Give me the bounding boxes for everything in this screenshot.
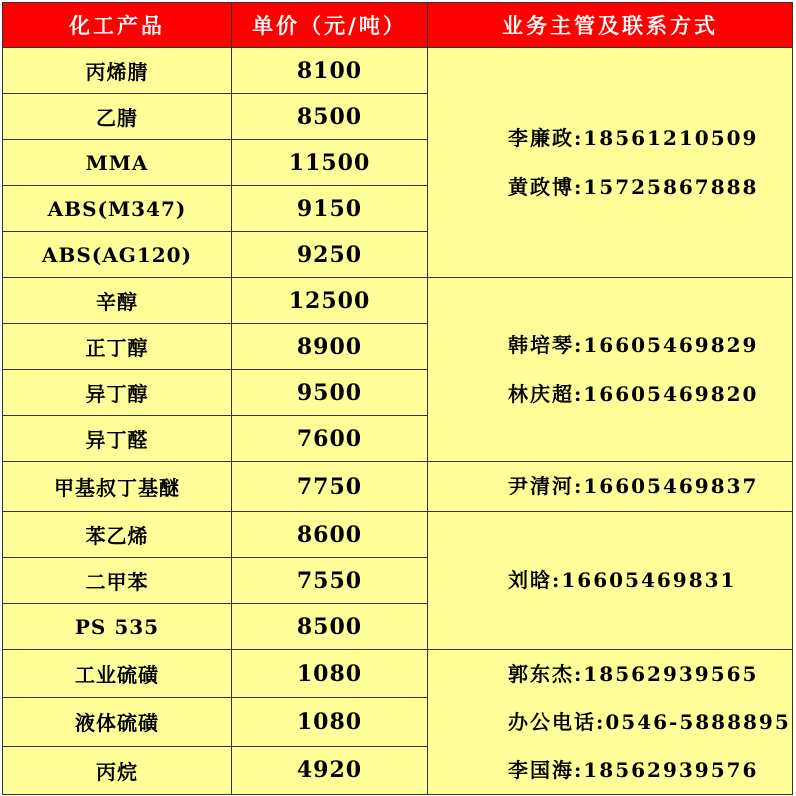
header-contact: 业务主管及联系方式	[428, 3, 793, 48]
product-name: 异丁醇	[3, 370, 232, 416]
unit-price: 8100	[232, 48, 428, 94]
product-name: 丙烷	[3, 746, 232, 794]
table-row	[3, 650, 793, 698]
unit-price: 1080	[232, 650, 428, 698]
table-row	[3, 512, 793, 558]
contact-entry: 李廉政:18561210509	[508, 125, 759, 150]
header-price: 单价（元/吨）	[232, 3, 428, 48]
product-name: ABS(M347)	[3, 186, 232, 232]
product-name: 辛醇	[3, 278, 232, 324]
table-row	[3, 278, 793, 324]
contact-cell	[428, 462, 793, 512]
contact-entry: 李国海:18562939576	[508, 758, 759, 782]
unit-price: 8500	[232, 94, 428, 140]
unit-price: 11500	[232, 140, 428, 186]
contact-cell	[428, 512, 793, 650]
product-name: 工业硫磺	[3, 650, 232, 698]
unit-price: 8900	[232, 324, 428, 370]
contact-entry: 郭东杰:18562939565	[508, 662, 759, 686]
product-name: 二甲苯	[3, 558, 232, 604]
unit-price: 12500	[232, 278, 428, 324]
unit-price: 9500	[232, 370, 428, 416]
unit-price: 8600	[232, 512, 428, 558]
unit-price: 1080	[232, 698, 428, 746]
product-name: 乙腈	[3, 94, 232, 140]
unit-price: 7600	[232, 416, 428, 462]
contact-entry: 林庆超:16605469820	[508, 381, 759, 406]
contact-cell	[428, 48, 793, 278]
table-row	[3, 48, 793, 94]
contact-cell	[428, 278, 793, 462]
header-product: 化工产品	[3, 3, 232, 48]
product-name: ABS(AG120)	[3, 232, 232, 278]
contact-entry: 黄政博:15725867888	[508, 174, 759, 199]
product-name: 甲基叔丁基醚	[3, 462, 232, 512]
product-name: MMA	[3, 140, 232, 186]
unit-price: 9150	[232, 186, 428, 232]
table-row	[3, 462, 793, 512]
contact-entry: 尹清河:16605469837	[508, 474, 759, 498]
product-name: 正丁醇	[3, 324, 232, 370]
contact-cell	[428, 650, 793, 795]
contact-entry: 韩培琴:16605469829	[508, 332, 759, 357]
unit-price: 4920	[232, 746, 428, 794]
header-row	[3, 3, 793, 48]
product-name: 丙烯腈	[3, 48, 232, 94]
product-name: 苯乙烯	[3, 512, 232, 558]
product-name: PS 535	[3, 604, 232, 650]
product-name: 液体硫磺	[3, 698, 232, 746]
price-table	[2, 2, 793, 795]
contact-entry: 刘晗:16605469831	[508, 568, 737, 592]
unit-price: 9250	[232, 232, 428, 278]
unit-price: 7550	[232, 558, 428, 604]
product-name: 异丁醛	[3, 416, 232, 462]
contact-entry: 办公电话:0546-5888895	[508, 710, 791, 734]
unit-price: 8500	[232, 604, 428, 650]
unit-price: 7750	[232, 462, 428, 512]
